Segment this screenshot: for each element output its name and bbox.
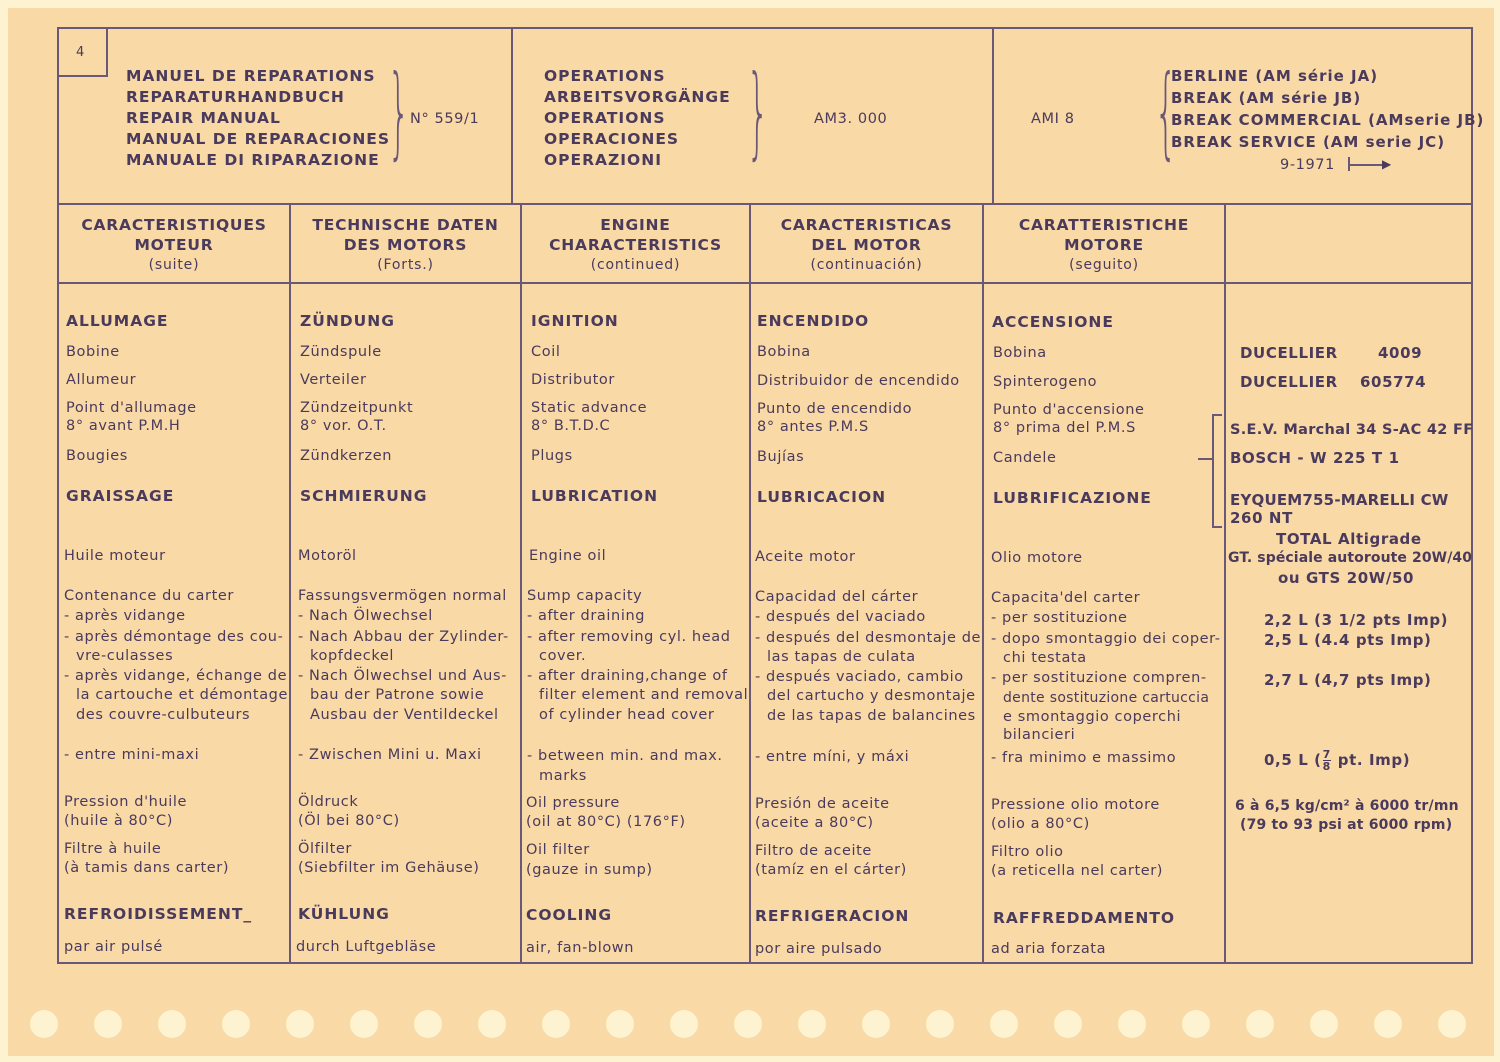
es-plugs: Bujías (757, 449, 805, 465)
en-cooling-heading: COOLING (526, 906, 613, 924)
column-header-en-sub: (continued) (590, 257, 681, 273)
variants-brace: { (1154, 53, 1177, 170)
column-header-fr-title: CARACTERISTIQUES (81, 216, 267, 234)
en-cooling-type: air, fan-blown (526, 940, 635, 956)
fr-cooling-type: par air pulsé (64, 939, 163, 955)
column-header-fr-sub: (suite) (148, 257, 200, 273)
es-cap-b1: - después del desmontaje de (755, 630, 982, 646)
de-coil: Zündspule (300, 344, 382, 360)
fr-cap-c1: - après vidange, échange de (64, 668, 288, 684)
es-lubrication-heading: LUBRICACION (757, 488, 887, 506)
column-header-it-title: CARATTERISTICHE (1018, 216, 1190, 234)
variant-break-commercial: BREAK COMMERCIAL (AMserie JB) (1171, 111, 1485, 129)
spec-minmax (1264, 749, 1410, 772)
es-cooling-heading: REFRIGERACION (755, 907, 910, 925)
column-header-es-title2: DEL MOTOR (811, 236, 922, 254)
en-filter-1: Oil filter (526, 842, 590, 858)
spec-capacity-a: 2,2 L (3 1/2 pts Imp) (1264, 611, 1449, 629)
spec-plug-eyquem-2: 260 NT (1230, 509, 1293, 527)
fr-plugs: Bougies (66, 448, 128, 464)
es-cap-c1: - después vaciado, cambio (755, 669, 964, 685)
column-header-it-sub: (seguito) (1069, 257, 1139, 273)
spec-minmax-fraction (1323, 749, 1331, 772)
column-header-fr-title2: MOTEUR (134, 236, 214, 254)
it-cap-c3: e smontaggio coperchi (1003, 709, 1182, 725)
fr-advance-2: 8° avant P.M.H (66, 418, 181, 434)
operation-title-es: OPERACIONES (544, 130, 680, 148)
en-cap-b1: - after removing cyl. head (527, 629, 731, 645)
binder-hole (1438, 1010, 1466, 1038)
es-cap-c3: de las tapas de balancines (767, 708, 976, 724)
plugs-bracket (1212, 414, 1222, 528)
en-minmax-1: - between min. and max. (527, 748, 723, 764)
spec-capacity-c: 2,7 L (4,7 pts Imp) (1264, 671, 1432, 689)
en-cap-b2: cover. (539, 648, 587, 664)
spec-pressure-2: (79 to 93 psi at 6000 rpm) (1240, 817, 1453, 833)
spec-capacity-b: 2,5 L (4.4 pts Imp) (1264, 631, 1432, 649)
binder-hole (222, 1010, 250, 1038)
fr-cooling-heading: REFROIDISSEMENT_ (64, 905, 253, 923)
column-divider-1 (289, 203, 291, 964)
it-minmax: - fra minimo e massimo (991, 750, 1177, 766)
fr-cap-b2: vre-culasses (76, 648, 174, 664)
en-cap-c2: filter element and removal (539, 687, 749, 703)
en-oil: Engine oil (529, 548, 607, 564)
operation-title-fr: OPERATIONS (544, 67, 666, 85)
it-pressure-1: Pressione olio motore (991, 797, 1160, 813)
date-arrow-head: ▶ (1382, 157, 1392, 171)
de-ignition-heading: ZÜNDUNG (300, 312, 395, 330)
it-cap-b1: - dopo smontaggio dei coper- (991, 631, 1221, 647)
spec-minmax-prefix: 0,5 L ( (1264, 751, 1322, 769)
column-header-es (751, 215, 982, 275)
fr-filter-1: Filtre à huile (64, 841, 162, 857)
operation-code: AM3. 000 (814, 111, 888, 127)
binder-hole (1054, 1010, 1082, 1038)
en-plugs: Plugs (531, 448, 573, 464)
fr-pressure-2: (huile à 80°C) (64, 813, 174, 829)
operation-titles-brace: } (746, 53, 769, 170)
spec-oil-3: ou GTS 20W/50 (1278, 569, 1415, 587)
binder-hole (478, 1010, 506, 1038)
es-cap-a: - después del vaciado (755, 609, 926, 625)
en-distributor: Distributor (531, 372, 615, 388)
de-distributor: Verteiler (300, 372, 367, 388)
column-divider-3 (749, 203, 751, 964)
en-ignition-heading: IGNITION (531, 312, 619, 330)
fr-pressure-1: Pression d'huile (64, 794, 188, 810)
binder-hole (670, 1010, 698, 1038)
en-advance-1: Static advance (531, 400, 648, 416)
de-cap-b2: kopfdeckel (310, 648, 394, 664)
binder-hole (350, 1010, 378, 1038)
it-cap-a: - per sostituzione (991, 610, 1128, 626)
it-distributor: Spinterogeno (993, 374, 1098, 390)
page-number: 4 (76, 45, 85, 60)
es-cooling-type: por aire pulsado (755, 941, 883, 957)
manual-title-en: REPAIR MANUAL (126, 109, 281, 127)
issue-date: 9-1971 (1280, 157, 1335, 173)
binder-hole (1118, 1010, 1146, 1038)
es-filter-2: (tamíz en el cárter) (755, 862, 907, 878)
en-capacity: Sump capacity (527, 588, 643, 604)
de-cap-b1: - Nach Abbau der Zylinder- (298, 629, 509, 645)
es-oil: Aceite motor (755, 549, 856, 565)
es-filter-1: Filtro de aceite (755, 843, 872, 859)
binder-hole (862, 1010, 890, 1038)
de-cap-a: - Nach Ölwechsel (298, 608, 433, 624)
operation-title-it: OPERAZIONI (544, 151, 662, 169)
binder-hole (158, 1010, 186, 1038)
it-filter-1: Filtro olio (991, 844, 1064, 860)
de-cooling-heading: KÜHLUNG (298, 905, 390, 923)
de-cap-c1: - Nach Ölwechsel und Aus- (298, 668, 507, 684)
de-advance-1: Zündzeitpunkt (300, 400, 414, 416)
it-advance-1: Punto d'accensione (993, 402, 1145, 418)
fr-lubrication-heading: GRAISSAGE (66, 487, 175, 505)
column-header-fr (59, 215, 289, 275)
es-advance-1: Punto de encendido (757, 401, 913, 417)
operation-title-en: OPERATIONS (544, 109, 666, 127)
fr-cap-a: - après vidange (64, 608, 186, 624)
header-divider-2 (992, 27, 994, 205)
fr-filter-2: (à tamis dans carter) (64, 860, 230, 876)
spec-distributor-brand: DUCELLIER (1240, 373, 1338, 391)
binder-hole (606, 1010, 634, 1038)
it-cap-c4: bilancieri (1003, 727, 1076, 743)
binder-hole (1246, 1010, 1274, 1038)
spec-minmax-suffix: pt. Imp) (1331, 751, 1411, 769)
model-name: AMI 8 (1031, 111, 1075, 127)
it-cooling-type: ad aria forzata (991, 941, 1107, 957)
column-header-en-title2: CHARACTERISTICS (549, 236, 722, 254)
it-capacity: Capacita'del carter (991, 590, 1141, 606)
it-lubrication-heading: LUBRIFICAZIONE (993, 489, 1152, 507)
column-header-es-title: CARACTERISTICAS (780, 216, 953, 234)
de-lubrication-heading: SCHMIERUNG (300, 487, 428, 505)
binder-hole (1374, 1010, 1402, 1038)
manual-title-fr: MANUEL DE REPARATIONS (126, 67, 376, 85)
fr-oil: Huile moteur (64, 548, 166, 564)
binder-hole (734, 1010, 762, 1038)
en-cap-c3: of cylinder head cover (539, 707, 715, 723)
it-plugs: Candele (993, 450, 1057, 466)
binder-hole (1310, 1010, 1338, 1038)
es-pressure-1: Presión de aceite (755, 796, 890, 812)
de-minmax: - Zwischen Mini u. Maxi (298, 747, 482, 763)
fr-ignition-heading: ALLUMAGE (66, 312, 169, 330)
it-cooling-heading: RAFFREDDAMENTO (993, 909, 1176, 927)
spec-minmax-numerator: 7 (1322, 748, 1331, 761)
spec-distributor-ref: 605774 (1360, 373, 1427, 391)
manual-title-it: MANUALE DI RIPARAZIONE (126, 151, 380, 169)
fr-coil: Bobine (66, 344, 120, 360)
en-pressure-1: Oil pressure (526, 795, 620, 811)
column-header-en (522, 215, 749, 275)
column-header-de (291, 215, 520, 275)
fr-cap-b1: - après démontage des cou- (64, 629, 284, 645)
column-header-rule (57, 282, 1473, 284)
manual-title-de: REPARATURHANDBUCH (126, 88, 345, 106)
es-ignition-heading: ENCENDIDO (757, 312, 870, 330)
column-header-it-title2: MOTORE (1064, 236, 1144, 254)
de-filter-1: Ölfilter (298, 841, 352, 857)
es-advance-2: 8° antes P.M.S (757, 419, 869, 435)
variant-break-service: BREAK SERVICE (AM serie JC) (1171, 133, 1446, 151)
operation-title-de: ARBEITSVORGÄNGE (544, 88, 731, 106)
spec-oil-1: TOTAL Altigrade (1276, 530, 1422, 548)
de-pressure-2: (Öl bei 80°C) (298, 813, 400, 829)
binder-hole (926, 1010, 954, 1038)
fr-cap-c3: des couvre-culbuteurs (76, 707, 251, 723)
column-header-de-title2: DES MOTORS (343, 236, 468, 254)
it-cap-b2: chi testata (1003, 650, 1087, 666)
it-advance-2: 8° prima del P.M.S (993, 420, 1136, 436)
spec-oil-2: GT. spéciale autoroute 20W/40 (1228, 550, 1473, 566)
es-cap-c2: del cartucho y desmontaje (767, 688, 976, 704)
fr-capacity: Contenance du carter (64, 588, 234, 604)
fr-minmax: - entre mini-maxi (64, 747, 200, 763)
binder-hole (94, 1010, 122, 1038)
it-coil: Bobina (993, 345, 1047, 361)
variant-berline: BERLINE (AM série JA) (1171, 67, 1379, 85)
en-filter-2: (gauze in sump) (526, 862, 653, 878)
header-divider-1 (511, 27, 513, 205)
binder-hole (286, 1010, 314, 1038)
binder-hole (30, 1010, 58, 1038)
spec-plug-sev: S.E.V. Marchal 34 S-AC 42 FF (1230, 422, 1474, 438)
column-divider-5 (1224, 203, 1226, 964)
spec-plug-eyquem: EYQUEM755-MARELLI CW (1230, 491, 1449, 509)
column-header-en-title: ENGINE (600, 216, 671, 234)
manual-title-es: MANUAL DE REPARACIONES (126, 130, 391, 148)
it-ignition-heading: ACCENSIONE (992, 313, 1114, 331)
en-advance-2: 8° B.T.D.C (531, 418, 611, 434)
binder-hole (1182, 1010, 1210, 1038)
column-header-de-sub: (Forts.) (377, 257, 434, 273)
binder-hole (798, 1010, 826, 1038)
variant-break: BREAK (AM série JB) (1171, 89, 1362, 107)
column-header-it (984, 215, 1224, 275)
en-minmax-2: marks (539, 768, 587, 784)
de-cap-c3: Ausbau der Ventildeckel (310, 707, 499, 723)
de-cap-c2: bau der Patrone sowie (310, 687, 485, 703)
es-distributor: Distribuidor de encendido (757, 373, 960, 389)
binder-hole (414, 1010, 442, 1038)
binder-hole (542, 1010, 570, 1038)
de-plugs: Zündkerzen (300, 448, 393, 464)
spec-coil-ref: 4009 (1378, 344, 1423, 362)
de-filter-2: (Siebfilter im Gehäuse) (298, 860, 480, 876)
es-minmax: - entre míni, y máxi (755, 749, 910, 765)
spec-coil-brand: DUCELLIER (1240, 344, 1338, 362)
binder-hole (990, 1010, 1018, 1038)
en-coil: Coil (531, 344, 561, 360)
column-header-es-sub: (continuación) (810, 257, 923, 273)
spec-plug-bosch: BOSCH - W 225 T 1 (1230, 449, 1400, 467)
en-lubrication-heading: LUBRICATION (531, 487, 659, 505)
de-pressure-1: Öldruck (298, 794, 359, 810)
de-cooling-type: durch Luftgebläse (296, 939, 437, 955)
manual-titles-brace: } (387, 53, 410, 170)
spec-minmax-denominator: 8 (1322, 760, 1331, 773)
fr-distributor: Allumeur (66, 372, 137, 388)
es-capacity: Capacidad del cárter (755, 589, 919, 605)
es-cap-b2: las tapas de culata (767, 649, 916, 665)
manual-number: N° 559/1 (410, 111, 480, 127)
de-advance-2: 8° vor. O.T. (300, 418, 387, 434)
de-oil: Motoröl (298, 548, 357, 564)
en-cap-c1: - after draining,change of (527, 668, 728, 684)
es-pressure-2: (aceite a 80°C) (755, 815, 874, 831)
it-cap-c1: - per sostituzione compren- (991, 670, 1207, 686)
en-cap-a: - after draining (527, 608, 646, 624)
es-coil: Bobina (757, 344, 811, 360)
en-pressure-2: (oil at 80°C) (176°F) (526, 814, 686, 830)
column-divider-4 (982, 203, 984, 964)
spec-pressure-1: 6 à 6,5 kg/cm² à 6000 tr/mn (1235, 798, 1459, 814)
column-divider-2 (520, 203, 522, 964)
it-oil: Olio motore (991, 550, 1083, 566)
de-capacity: Fassungsvermögen normal (298, 588, 507, 604)
date-arrow-tail (1348, 157, 1350, 171)
it-filter-2: (a reticella nel carter) (991, 863, 1164, 879)
it-pressure-2: (olio a 80°C) (991, 816, 1090, 832)
column-header-de-title: TECHNISCHE DATEN (312, 216, 499, 234)
fr-advance-1: Point d'allumage (66, 400, 197, 416)
fr-cap-c2: la cartouche et démontage (76, 687, 289, 703)
plugs-bracket-tick (1198, 458, 1212, 460)
it-cap-c2: dente sostituzione cartuccia (1003, 690, 1210, 706)
